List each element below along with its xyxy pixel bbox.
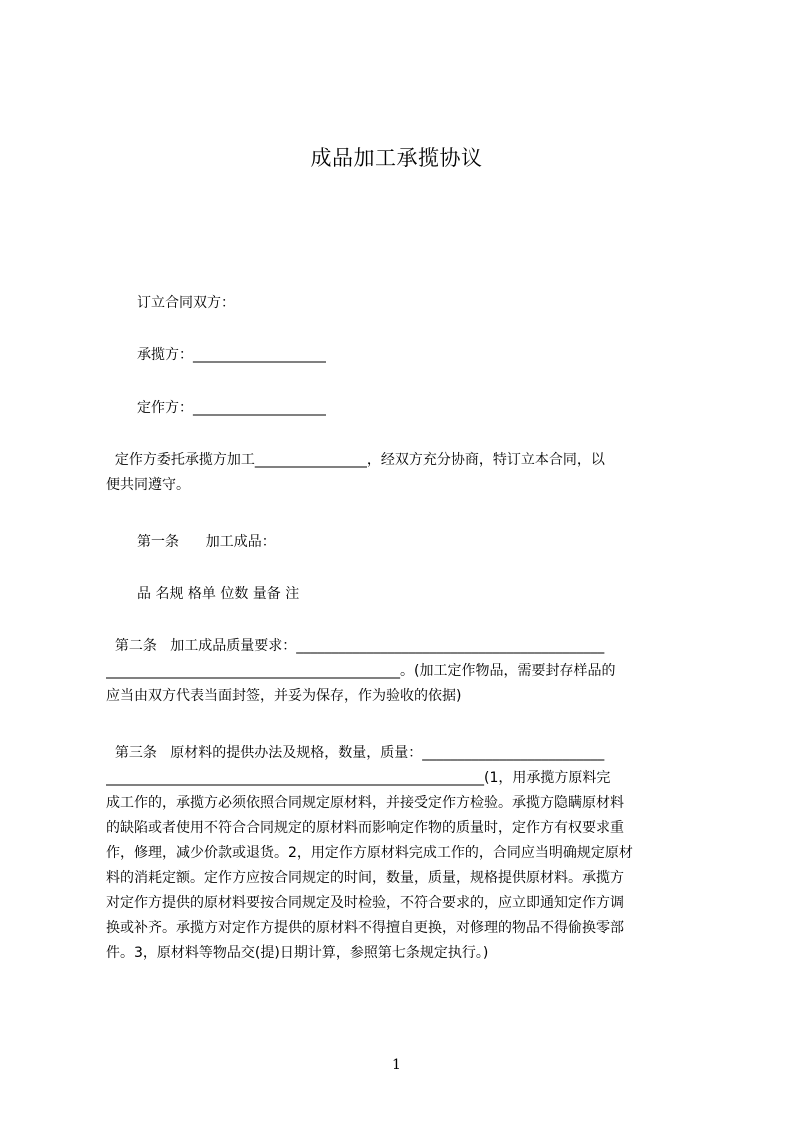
- preamble-paragraph: [106, 448, 702, 498]
- article-2-line: 应当由双方代表当面封签，并妥为保存，作为验收的依据): [106, 688, 462, 704]
- product-table-header: 品 名规 格单 位数 量备 注: [137, 586, 300, 602]
- article-2-paragraph: [106, 634, 702, 709]
- document-title: 成品加工承揽协议: [310, 146, 483, 170]
- preamble-line: 定作方委托承揽方加工________________，经双方充分协商，特订立本合同，以: [106, 452, 605, 468]
- article-3-line: 作，修理，减少价款或退货。2，用定作方原材料完成工作的，合同应当明确规定原材: [106, 845, 633, 861]
- article-3-line: 的缺陷或者使用不符合合同规定的原材料而影响定作物的质量时，定作方有权要求重: [106, 820, 624, 836]
- article-3-line: 成工作的，承揽方必须依照合同规定原材料，并接受定作方检验。承揽方隐瞒原材料: [106, 795, 624, 811]
- article-2-line: __________________________________________。(加工定作物品，需要封存样品的: [106, 663, 616, 679]
- intro-label: 订立合同双方：: [137, 295, 235, 311]
- article-3-line: 料的消耗定额。定作方应按合同规定的时间，数量，质量，规格提供原材料。承揽方: [106, 870, 624, 886]
- article-3-line: ______________________________________________________(1，用承揽方原料完: [106, 770, 611, 786]
- article-3-line: 换或补齐。承揽方对定作方提供的原材料不得擅自更换，对修理的物品不得偷换零部: [106, 920, 624, 936]
- article-3-line: 对定作方提供的原材料要按合同规定及时检验，不符合要求的，应立即通知定作方调: [106, 895, 624, 911]
- article-1-heading: 第一条 加工成品：: [137, 534, 276, 550]
- article-2-line: 第二条 加工成品质量要求：____________________________________________: [106, 638, 605, 654]
- page-number: 1: [392, 1057, 401, 1073]
- article-3-line: 件。3，原材料等物品交(提)日期计算，参照第七条规定执行。): [106, 945, 489, 961]
- article-3-line: 第三条 原材料的提供办法及规格，数量，质量：__________________________: [106, 745, 605, 761]
- contractor-line: 承揽方：___________________: [137, 347, 326, 363]
- preamble-line: 便共同遵守。: [106, 477, 190, 493]
- client-line: 定作方：___________________: [137, 400, 326, 416]
- article-3-paragraph: [106, 741, 702, 966]
